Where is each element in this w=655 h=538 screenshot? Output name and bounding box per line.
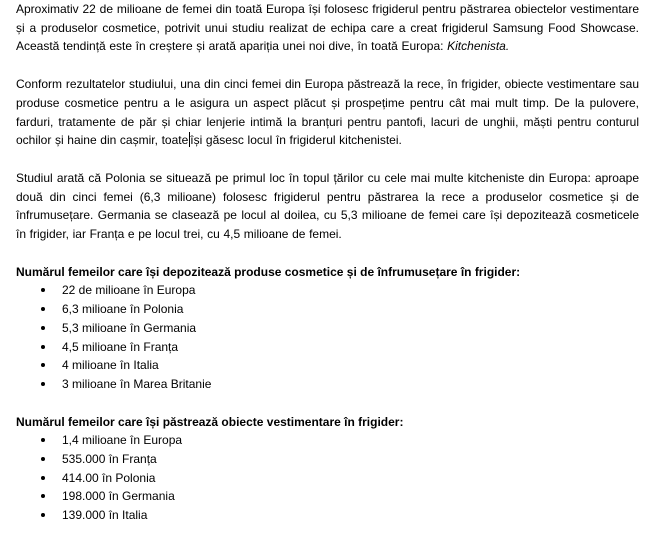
list-item-text: 139.000 în Italia: [62, 508, 148, 523]
list-item: [16, 281, 639, 300]
kitchenista-term: Kitchenista.: [447, 39, 510, 54]
clothes-heading: Numărul femeilor care își păstrează obiecte vestimentare în frigider:: [16, 414, 404, 429]
list-item-text: 414.00 în Polonia: [62, 470, 156, 485]
list-item-text: 4,5 milioane în Franța: [62, 339, 179, 354]
list-item-text: 5,3 milioane în Germania: [62, 320, 197, 335]
paragraph-study-results: [16, 75, 639, 150]
bullet-icon: [41, 326, 45, 330]
paragraph-study-results-text-b: își găsesc locul în frigiderul kitchenistei.: [190, 133, 402, 148]
list-item-text: 6,3 milioane în Polonia: [62, 302, 184, 317]
paragraph-country-ranking: Studiul arată că Polonia se situează pe primul loc în topul țărilor cu cele mai multe kitcheniste din Europa: aproape două din cinci femei (6,3 milioane) folosesc frigiderul pentru păstrarea la rece a produselor cosmetice și de înfrumusețare. Germania se clasează pe locul al doilea, cu 5,3 milioane de femei care își depozitează cosmeticele în frigider, iar Franța e pe locul trei, cu 4,5 milioane de femei.: [16, 170, 639, 242]
list-item: [16, 469, 639, 488]
list-item-text: 22 de milioane în Europa: [62, 283, 196, 298]
document-body: [16, 0, 639, 525]
clothes-list: [16, 431, 639, 525]
list-item: [16, 300, 639, 319]
bullet-icon: [41, 307, 45, 311]
bullet-icon: [41, 438, 45, 442]
cosmetics-heading: Numărul femeilor care își depozitează produse cosmetice și de înfrumusețare în frigider:: [16, 264, 521, 279]
list-item: [16, 375, 639, 394]
paragraph-study-results-text-a: Conform rezultatelor studiului, una din cinci femei din Europa păstrează la rece, în frigider, obiecte vestimentare sau produse cosmetice pentru a le asigura un aspect plăcut și prospețime pentru cât mai mult timp. De la pulovere, farduri, tratamente de păr și chiar lenjerie intimă la branțuri pentru pantofi, lacuri de unghii, măști pentru conturul ochilor și haine din cașmir, toate: [16, 77, 639, 148]
list-item-text: 4 milioane în Italia: [62, 358, 159, 373]
list-item: [16, 319, 639, 338]
list-item: [16, 506, 639, 525]
list-item: [16, 487, 639, 506]
list-item: [16, 450, 639, 469]
paragraph-intro: [16, 0, 639, 56]
list-item: [16, 356, 639, 375]
bullet-icon: [41, 513, 45, 517]
bullet-icon: [41, 288, 45, 292]
bullet-icon: [41, 382, 45, 386]
cosmetics-list: [16, 281, 639, 393]
list-item: [16, 338, 639, 357]
bullet-icon: [41, 363, 45, 367]
paragraph-intro-text: Aproximativ 22 de milioane de femei din toată Europa își folosesc frigiderul pentru păstrarea obiectelor vestimentare și a produselor cosmetice, potrivit unui studiu realizat de echipa care a creat frigiderul Samsung Food Showcase. Această tendință este în creștere și arată apariția unei noi dive, în toată Europa:: [16, 2, 639, 54]
bullet-icon: [41, 476, 45, 480]
list-item-text: 198.000 în Germania: [62, 489, 175, 504]
list-item: [16, 431, 639, 450]
bullet-icon: [41, 494, 45, 498]
bullet-icon: [41, 345, 45, 349]
list-item-text: 535.000 în Franța: [62, 452, 157, 467]
list-item-text: 3 milioane în Marea Britanie: [62, 376, 212, 391]
bullet-icon: [41, 457, 45, 461]
section-spacer: [16, 394, 639, 413]
list-item-text: 1,4 milioane în Europa: [62, 433, 183, 448]
